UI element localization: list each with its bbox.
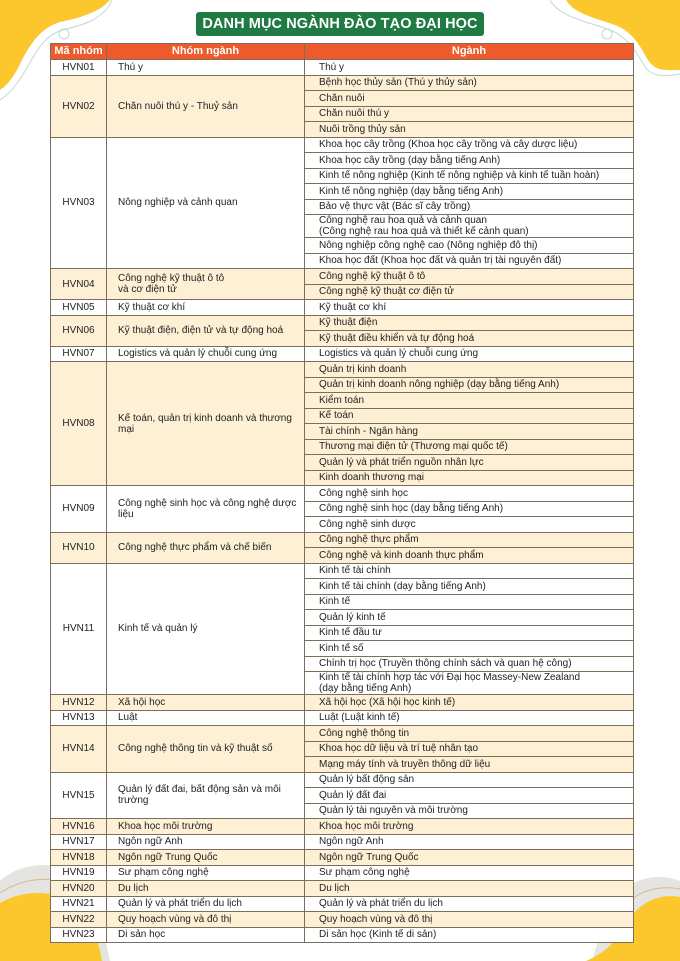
table-row — [51, 896, 634, 912]
major-name: Ngôn ngữ Trung Quốc — [305, 850, 634, 866]
major-name: Kế toán — [305, 408, 634, 424]
major-name: Kỹ thuật cơ khí — [305, 300, 634, 316]
major-name: Di sản học (Kinh tế di sản) — [305, 927, 634, 943]
table-body — [51, 60, 634, 943]
table-row — [51, 710, 634, 726]
major-name: Quản lý và phát triển du lịch — [305, 896, 634, 912]
header-group-code: Mã nhóm — [51, 44, 107, 60]
group-code: HVN19 — [51, 865, 107, 881]
major-name: Khoa học môi trường — [305, 819, 634, 835]
table-row — [51, 695, 634, 711]
major-name: Chăn nuôi — [305, 91, 634, 107]
table-row — [51, 881, 634, 897]
page-title: DANH MỤC NGÀNH ĐÀO TẠO ĐẠI HỌC — [196, 12, 484, 36]
table-row — [51, 834, 634, 850]
group-name: Kinh tế và quản lý — [107, 563, 305, 695]
group-code: HVN07 — [51, 346, 107, 362]
table-row — [51, 726, 634, 742]
major-name: Quản lý bất động sản — [305, 772, 634, 788]
major-name: Kinh doanh thương mại — [305, 470, 634, 486]
group-name: Khoa học môi trường — [107, 819, 305, 835]
group-name: Du lịch — [107, 881, 305, 897]
table-row — [51, 486, 634, 502]
group-code: HVN02 — [51, 75, 107, 137]
group-code: HVN15 — [51, 772, 107, 819]
major-name: Kinh tế tài chính (dạy bằng tiếng Anh) — [305, 579, 634, 595]
major-name: Công nghệ sinh dược — [305, 517, 634, 533]
table-row — [51, 850, 634, 866]
major-name: Chính trị học (Truyền thông chính sách và quan hệ công) — [305, 656, 634, 672]
group-name: Kỹ thuật điện, điện tử và tự động hoá — [107, 315, 305, 346]
group-name: Nông nghiệp và cảnh quan — [107, 137, 305, 269]
major-name: Quản trị kinh doanh — [305, 362, 634, 378]
major-name: Kinh tế số — [305, 641, 634, 657]
major-name: Kinh tế tài chính hợp tác với Đại học Massey-New Zealand (dạy bằng tiếng Anh) — [305, 672, 634, 695]
group-code: HVN10 — [51, 532, 107, 563]
major-name: Quy hoạch vùng và đô thị — [305, 912, 634, 928]
table-row — [51, 532, 634, 548]
table-row — [51, 60, 634, 76]
major-name: Chăn nuôi thú y — [305, 106, 634, 122]
major-name: Du lịch — [305, 881, 634, 897]
major-name: Nông nghiệp công nghệ cao (Nông nghiệp đô thị) — [305, 238, 634, 254]
group-name: Di sản học — [107, 927, 305, 943]
table-row — [51, 772, 634, 788]
major-name: Khoa học đất (Khoa học đất và quản trị tài nguyên đất) — [305, 253, 634, 269]
group-name: Kế toán, quản trị kinh doanh và thương mại — [107, 362, 305, 486]
group-name: Xã hội học — [107, 695, 305, 711]
major-name: Ngôn ngữ Anh — [305, 834, 634, 850]
table-row — [51, 137, 634, 153]
group-name: Quy hoạch vùng và đô thị — [107, 912, 305, 928]
group-code: HVN04 — [51, 269, 107, 300]
header-major: Ngành — [305, 44, 634, 60]
major-name: Công nghệ sinh học — [305, 486, 634, 502]
major-name: Nuôi trồng thủy sản — [305, 122, 634, 138]
major-name: Công nghệ rau hoa quả và cảnh quan (Công nghệ rau hoa quả và thiết kế cảnh quan) — [305, 215, 634, 238]
major-name: Bệnh học thủy sản (Thú y thủy sản) — [305, 75, 634, 91]
major-name: Kỹ thuật điều khiển và tự động hoá — [305, 331, 634, 347]
major-name: Công nghệ kỹ thuật ô tô — [305, 269, 634, 285]
group-code: HVN06 — [51, 315, 107, 346]
group-name: Ngôn ngữ Trung Quốc — [107, 850, 305, 866]
table-header-row — [51, 44, 634, 60]
table-row — [51, 269, 634, 285]
major-name: Khoa học cây trồng (dạy bằng tiếng Anh) — [305, 153, 634, 169]
major-name: Quản lý đất đai — [305, 788, 634, 804]
group-code: HVN18 — [51, 850, 107, 866]
table-row — [51, 563, 634, 579]
table-row — [51, 927, 634, 943]
major-name: Công nghệ và kinh doanh thực phẩm — [305, 548, 634, 564]
table-row — [51, 315, 634, 331]
major-name: Kiểm toán — [305, 393, 634, 409]
group-name: Sư phạm công nghệ — [107, 865, 305, 881]
major-name: Kinh tế nông nghiệp (Kinh tế nông nghiệp và kinh tế tuần hoàn) — [305, 168, 634, 184]
major-name: Mạng máy tính và truyền thông dữ liệu — [305, 757, 634, 773]
major-name: Công nghệ kỹ thuật cơ điện tử — [305, 284, 634, 300]
group-name: Kỹ thuật cơ khí — [107, 300, 305, 316]
group-code: HVN05 — [51, 300, 107, 316]
group-code: HVN03 — [51, 137, 107, 269]
group-code: HVN08 — [51, 362, 107, 486]
major-name: Tài chính - Ngân hàng — [305, 424, 634, 440]
group-code: HVN11 — [51, 563, 107, 695]
majors-table — [50, 43, 634, 943]
group-name: Thú y — [107, 60, 305, 76]
table-row — [51, 865, 634, 881]
major-name: Thú y — [305, 60, 634, 76]
group-code: HVN23 — [51, 927, 107, 943]
group-name: Công nghệ kỹ thuật ô tô và cơ điện tử — [107, 269, 305, 300]
group-name: Luật — [107, 710, 305, 726]
table-row — [51, 362, 634, 378]
major-name: Công nghệ thực phẩm — [305, 532, 634, 548]
major-name: Kinh tế tài chính — [305, 563, 634, 579]
group-code: HVN01 — [51, 60, 107, 76]
major-name: Xã hội học (Xã hội học kinh tế) — [305, 695, 634, 711]
group-code: HVN21 — [51, 896, 107, 912]
major-name: Khoa học dữ liệu và trí tuệ nhân tạo — [305, 741, 634, 757]
group-name: Công nghệ thực phẩm và chế biến — [107, 532, 305, 563]
major-name: Sư phạm công nghệ — [305, 865, 634, 881]
major-name: Bảo vệ thực vật (Bác sĩ cây trồng) — [305, 199, 634, 215]
major-name: Quản lý tài nguyên và môi trường — [305, 803, 634, 819]
table-row — [51, 346, 634, 362]
group-name: Quản lý đất đai, bất động sản và môi trường — [107, 772, 305, 819]
group-code: HVN14 — [51, 726, 107, 773]
group-code: HVN22 — [51, 912, 107, 928]
table-row — [51, 912, 634, 928]
major-name: Công nghệ thông tin — [305, 726, 634, 742]
group-name: Công nghệ thông tin và kỹ thuật số — [107, 726, 305, 773]
table-row — [51, 300, 634, 316]
major-name: Công nghệ sinh học (dạy bằng tiếng Anh) — [305, 501, 634, 517]
group-code: HVN13 — [51, 710, 107, 726]
group-name: Ngôn ngữ Anh — [107, 834, 305, 850]
group-code: HVN09 — [51, 486, 107, 533]
major-name: Kỹ thuật điện — [305, 315, 634, 331]
table-row — [51, 819, 634, 835]
major-name: Quản lý và phát triển nguồn nhân lực — [305, 455, 634, 471]
group-code: HVN17 — [51, 834, 107, 850]
table-row — [51, 75, 634, 91]
major-name: Logistics và quản lý chuỗi cung ứng — [305, 346, 634, 362]
major-name: Kinh tế — [305, 594, 634, 610]
header-group-name: Nhóm ngành — [107, 44, 305, 60]
major-name: Luật (Luật kinh tế) — [305, 710, 634, 726]
group-code: HVN20 — [51, 881, 107, 897]
major-name: Kinh tế nông nghiệp (dạy bằng tiếng Anh) — [305, 184, 634, 200]
major-name: Khoa học cây trồng (Khoa học cây trồng và cây dược liệu) — [305, 137, 634, 153]
group-name: Chăn nuôi thú y - Thuỷ sản — [107, 75, 305, 137]
major-name: Quản trị kinh doanh nông nghiệp (dạy bằng tiếng Anh) — [305, 377, 634, 393]
group-code: HVN12 — [51, 695, 107, 711]
major-name: Quản lý kinh tế — [305, 610, 634, 626]
major-name: Thương mại điện tử (Thương mại quốc tế) — [305, 439, 634, 455]
group-name: Quản lý và phát triển du lịch — [107, 896, 305, 912]
group-name: Công nghệ sinh học và công nghệ dược liệu — [107, 486, 305, 533]
group-code: HVN16 — [51, 819, 107, 835]
major-name: Kinh tế đầu tư — [305, 625, 634, 641]
group-name: Logistics và quản lý chuỗi cung ứng — [107, 346, 305, 362]
